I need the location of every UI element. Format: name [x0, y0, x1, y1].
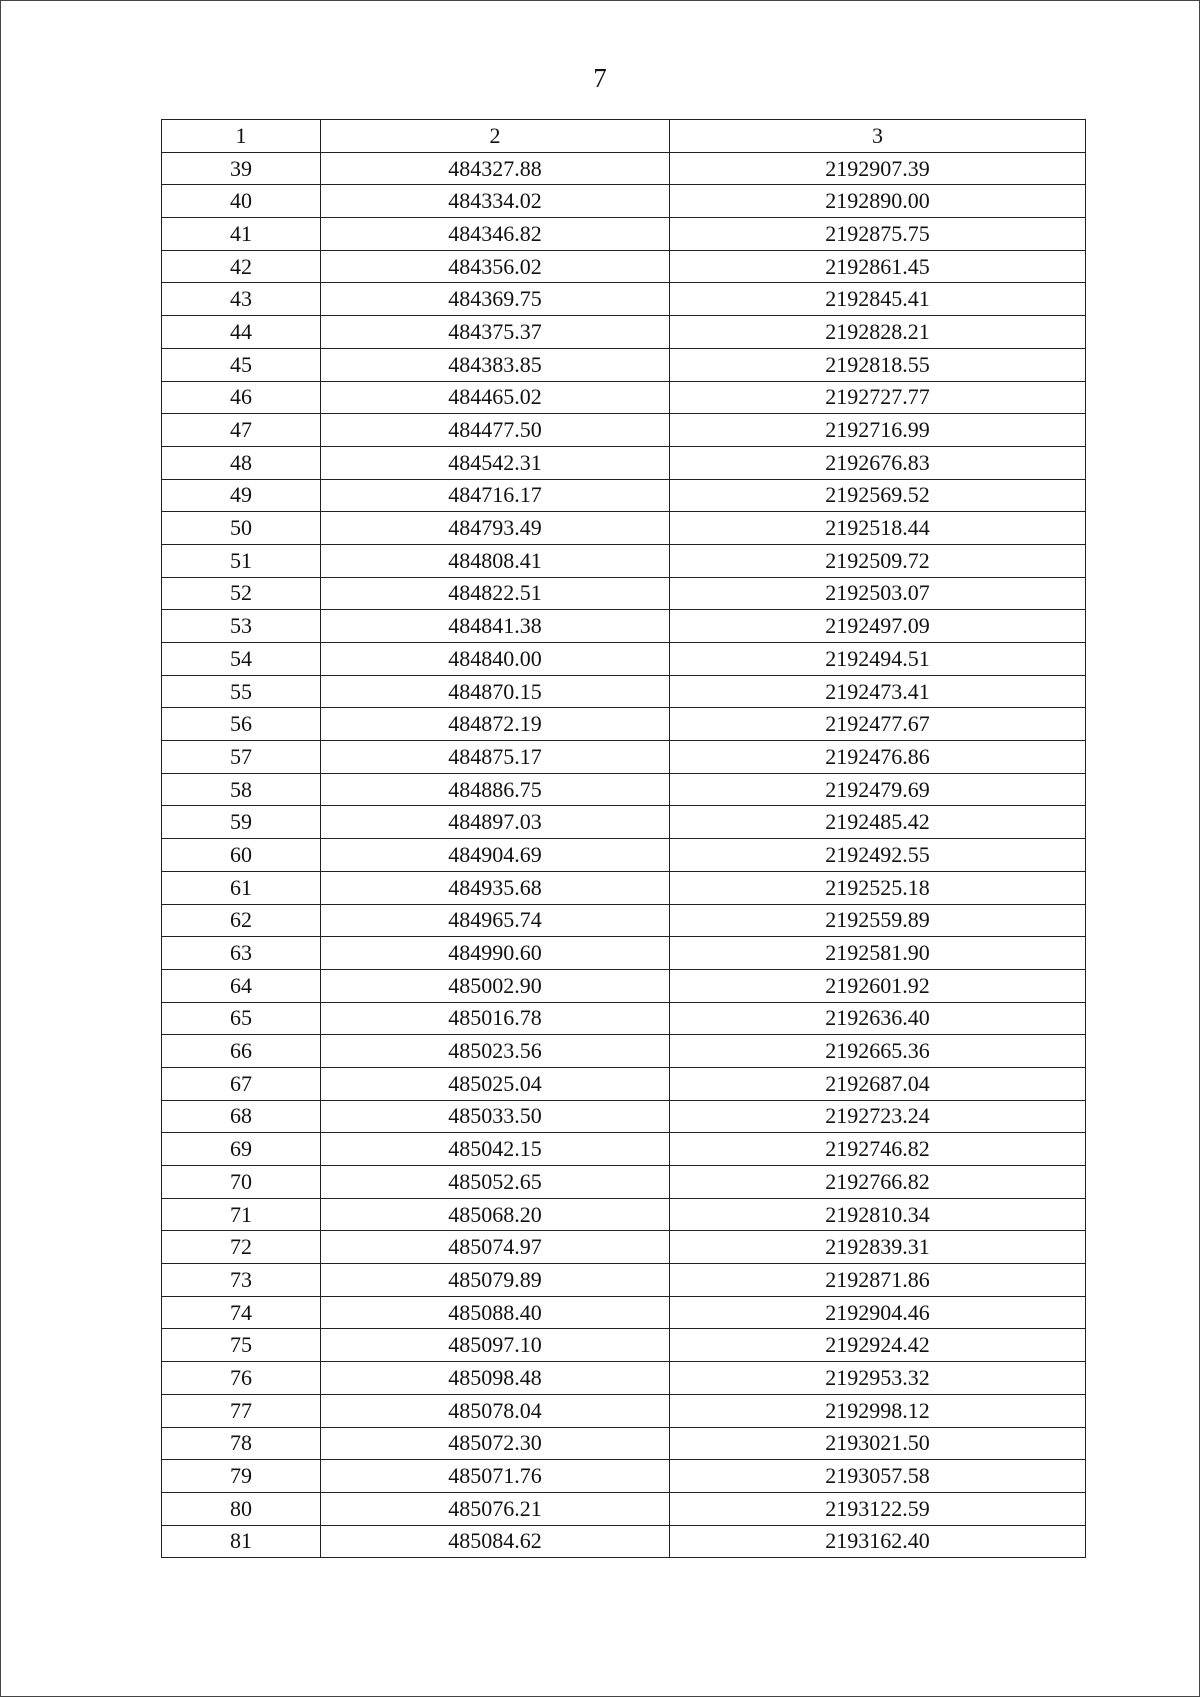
table-cell-col-1: 66: [162, 1035, 321, 1068]
table-cell-col-3: 2193021.50: [670, 1427, 1086, 1460]
table-cell-col-1: 63: [162, 937, 321, 970]
table-row: [162, 283, 1086, 316]
table-cell-col-1: 57: [162, 741, 321, 774]
table-cell-col-1: 40: [162, 185, 321, 218]
table-cell-col-1: 67: [162, 1067, 321, 1100]
table-cell-col-1: 61: [162, 871, 321, 904]
table-row: [162, 969, 1086, 1002]
table-cell-col-3: 2192810.34: [670, 1198, 1086, 1231]
table-cell-col-3: 2192766.82: [670, 1166, 1086, 1199]
table-cell-col-3: 2192746.82: [670, 1133, 1086, 1166]
table-cell-col-1: 56: [162, 708, 321, 741]
table-cell-col-2: 484327.88: [321, 152, 670, 185]
table-cell-col-1: 58: [162, 773, 321, 806]
table-cell-col-3: 2192581.90: [670, 937, 1086, 970]
table-row: [162, 773, 1086, 806]
table-cell-col-2: 484383.85: [321, 348, 670, 381]
table-row: [162, 1002, 1086, 1035]
table-row: [162, 185, 1086, 218]
table-cell-col-1: 43: [162, 283, 321, 316]
table-cell-col-3: 2192890.00: [670, 185, 1086, 218]
column-header-1: 1: [162, 120, 321, 153]
table-cell-col-1: 74: [162, 1296, 321, 1329]
coordinates-table: [161, 119, 1086, 1558]
table-cell-col-3: 2192492.55: [670, 839, 1086, 872]
table-row: [162, 1231, 1086, 1264]
table-cell-col-1: 53: [162, 610, 321, 643]
table-cell-col-3: 2192875.75: [670, 218, 1086, 251]
table-cell-col-2: 485076.21: [321, 1492, 670, 1525]
table-cell-col-1: 49: [162, 479, 321, 512]
table-row: [162, 610, 1086, 643]
table-cell-col-1: 41: [162, 218, 321, 251]
table-cell-col-1: 47: [162, 414, 321, 447]
table-cell-col-2: 485068.20: [321, 1198, 670, 1231]
table-cell-col-1: 72: [162, 1231, 321, 1264]
table-cell-col-2: 484875.17: [321, 741, 670, 774]
table-cell-col-3: 2192479.69: [670, 773, 1086, 806]
table-cell-col-1: 46: [162, 381, 321, 414]
table-cell-col-2: 484477.50: [321, 414, 670, 447]
table-cell-col-2: 484465.02: [321, 381, 670, 414]
table-cell-col-1: 42: [162, 250, 321, 283]
table-cell-col-1: 54: [162, 643, 321, 676]
table-cell-col-2: 485098.48: [321, 1362, 670, 1395]
table-cell-col-3: 2192636.40: [670, 1002, 1086, 1035]
table-cell-col-1: 62: [162, 904, 321, 937]
table-cell-col-3: 2192476.86: [670, 741, 1086, 774]
table-cell-col-3: 2192518.44: [670, 512, 1086, 545]
table-cell-col-2: 485071.76: [321, 1460, 670, 1493]
table-cell-col-2: 484840.00: [321, 643, 670, 676]
table-cell-col-2: 484904.69: [321, 839, 670, 872]
table-cell-col-2: 485002.90: [321, 969, 670, 1002]
table-row: [162, 1100, 1086, 1133]
column-header-3: 3: [670, 120, 1086, 153]
table-cell-col-2: 484375.37: [321, 316, 670, 349]
table-cell-col-2: 484822.51: [321, 577, 670, 610]
table-cell-col-3: 2192924.42: [670, 1329, 1086, 1362]
table-body: [162, 152, 1086, 1558]
table-row: [162, 316, 1086, 349]
table-cell-col-1: 78: [162, 1427, 321, 1460]
table-cell-col-3: 2193057.58: [670, 1460, 1086, 1493]
table-row: [162, 1296, 1086, 1329]
table-cell-col-2: 484841.38: [321, 610, 670, 643]
table-cell-col-1: 48: [162, 446, 321, 479]
table-row: [162, 1427, 1086, 1460]
table-cell-col-1: 60: [162, 839, 321, 872]
table-cell-col-2: 485052.65: [321, 1166, 670, 1199]
table-cell-col-3: 2192845.41: [670, 283, 1086, 316]
table-cell-col-2: 484935.68: [321, 871, 670, 904]
table-row: [162, 512, 1086, 545]
table-cell-col-3: 2192497.09: [670, 610, 1086, 643]
table-cell-col-2: 484793.49: [321, 512, 670, 545]
table-row: [162, 937, 1086, 970]
table-cell-col-1: 68: [162, 1100, 321, 1133]
table-cell-col-3: 2192569.52: [670, 479, 1086, 512]
table-cell-col-2: 484870.15: [321, 675, 670, 708]
table-cell-col-2: 484334.02: [321, 185, 670, 218]
table-row: [162, 1329, 1086, 1362]
table-cell-col-2: 485023.56: [321, 1035, 670, 1068]
table-row: [162, 544, 1086, 577]
table-cell-col-2: 484965.74: [321, 904, 670, 937]
table-cell-col-3: 2192494.51: [670, 643, 1086, 676]
table-cell-col-3: 2193122.59: [670, 1492, 1086, 1525]
table-cell-col-2: 484542.31: [321, 446, 670, 479]
table-cell-col-3: 2192716.99: [670, 414, 1086, 447]
table-row: [162, 479, 1086, 512]
table-cell-col-1: 44: [162, 316, 321, 349]
table-cell-col-2: 485072.30: [321, 1427, 670, 1460]
table-row: [162, 741, 1086, 774]
table-row: [162, 218, 1086, 251]
table-row: [162, 348, 1086, 381]
table-cell-col-2: 484897.03: [321, 806, 670, 839]
table-row: [162, 806, 1086, 839]
table-cell-col-2: 484990.60: [321, 937, 670, 970]
table-row: [162, 446, 1086, 479]
table-row: [162, 577, 1086, 610]
table-cell-col-3: 2192871.86: [670, 1264, 1086, 1297]
table-row: [162, 708, 1086, 741]
table-cell-col-1: 65: [162, 1002, 321, 1035]
table-cell-col-2: 485025.04: [321, 1067, 670, 1100]
table-row: [162, 1394, 1086, 1427]
table-cell-col-1: 81: [162, 1525, 321, 1558]
table-row: [162, 414, 1086, 447]
table-row: [162, 871, 1086, 904]
table-cell-col-3: 2192953.32: [670, 1362, 1086, 1395]
table-cell-col-3: 2192676.83: [670, 446, 1086, 479]
table-row: [162, 1166, 1086, 1199]
table-cell-col-3: 2192723.24: [670, 1100, 1086, 1133]
table-cell-col-3: 2192998.12: [670, 1394, 1086, 1427]
table-cell-col-3: 2192727.77: [670, 381, 1086, 414]
table-row: [162, 1133, 1086, 1166]
table-cell-col-2: 484886.75: [321, 773, 670, 806]
table-cell-col-2: 485084.62: [321, 1525, 670, 1558]
table-cell-col-1: 76: [162, 1362, 321, 1395]
table-cell-col-1: 73: [162, 1264, 321, 1297]
table-cell-col-2: 484872.19: [321, 708, 670, 741]
table-cell-col-2: 484369.75: [321, 283, 670, 316]
table-cell-col-1: 79: [162, 1460, 321, 1493]
table-cell-col-2: 485079.89: [321, 1264, 670, 1297]
table-cell-col-3: 2192687.04: [670, 1067, 1086, 1100]
table-row: [162, 1525, 1086, 1558]
table-cell-col-2: 485016.78: [321, 1002, 670, 1035]
table-cell-col-1: 70: [162, 1166, 321, 1199]
table-cell-col-3: 2192907.39: [670, 152, 1086, 185]
table-cell-col-2: 484356.02: [321, 250, 670, 283]
table-cell-col-1: 52: [162, 577, 321, 610]
table-cell-col-3: 2192861.45: [670, 250, 1086, 283]
table-cell-col-2: 485074.97: [321, 1231, 670, 1264]
table-cell-col-3: 2192559.89: [670, 904, 1086, 937]
table-cell-col-2: 484346.82: [321, 218, 670, 251]
table-row: [162, 250, 1086, 283]
table-cell-col-1: 77: [162, 1394, 321, 1427]
table-cell-col-2: 485078.04: [321, 1394, 670, 1427]
table-cell-col-3: 2192904.46: [670, 1296, 1086, 1329]
table-cell-col-3: 2192665.36: [670, 1035, 1086, 1068]
table-cell-col-1: 45: [162, 348, 321, 381]
table-cell-col-3: 2192473.41: [670, 675, 1086, 708]
table-row: [162, 643, 1086, 676]
table-row: [162, 1067, 1086, 1100]
table-cell-col-1: 59: [162, 806, 321, 839]
table-cell-col-3: 2192503.07: [670, 577, 1086, 610]
table-cell-col-2: 485042.15: [321, 1133, 670, 1166]
table-cell-col-3: 2192828.21: [670, 316, 1086, 349]
table-cell-col-3: 2192525.18: [670, 871, 1086, 904]
table-cell-col-2: 485097.10: [321, 1329, 670, 1362]
table-cell-col-2: 484808.41: [321, 544, 670, 577]
table-row: [162, 1362, 1086, 1395]
column-header-2: 2: [321, 120, 670, 153]
table-cell-col-3: 2193162.40: [670, 1525, 1086, 1558]
table-cell-col-1: 69: [162, 1133, 321, 1166]
table-row: [162, 1035, 1086, 1068]
page-number: 7: [593, 63, 607, 93]
table-row: [162, 1492, 1086, 1525]
table-row: [162, 1264, 1086, 1297]
table-cell-col-2: 485033.50: [321, 1100, 670, 1133]
table-row: [162, 381, 1086, 414]
table-cell-col-1: 80: [162, 1492, 321, 1525]
table-cell-col-3: 2192509.72: [670, 544, 1086, 577]
table-cell-col-1: 51: [162, 544, 321, 577]
table-cell-col-1: 50: [162, 512, 321, 545]
table-cell-col-1: 75: [162, 1329, 321, 1362]
table-row: [162, 1198, 1086, 1231]
table-cell-col-1: 64: [162, 969, 321, 1002]
table-cell-col-2: 484716.17: [321, 479, 670, 512]
table-cell-col-3: 2192485.42: [670, 806, 1086, 839]
table-row: [162, 904, 1086, 937]
table-cell-col-3: 2192601.92: [670, 969, 1086, 1002]
table-cell-col-2: 485088.40: [321, 1296, 670, 1329]
table-header-row: [162, 120, 1086, 153]
table-row: [162, 675, 1086, 708]
table-row: [162, 1460, 1086, 1493]
table-cell-col-1: 55: [162, 675, 321, 708]
table-cell-col-1: 71: [162, 1198, 321, 1231]
table-cell-col-3: 2192477.67: [670, 708, 1086, 741]
table-cell-col-1: 39: [162, 152, 321, 185]
table-cell-col-3: 2192839.31: [670, 1231, 1086, 1264]
table-cell-col-3: 2192818.55: [670, 348, 1086, 381]
table-row: [162, 839, 1086, 872]
table-row: [162, 152, 1086, 185]
